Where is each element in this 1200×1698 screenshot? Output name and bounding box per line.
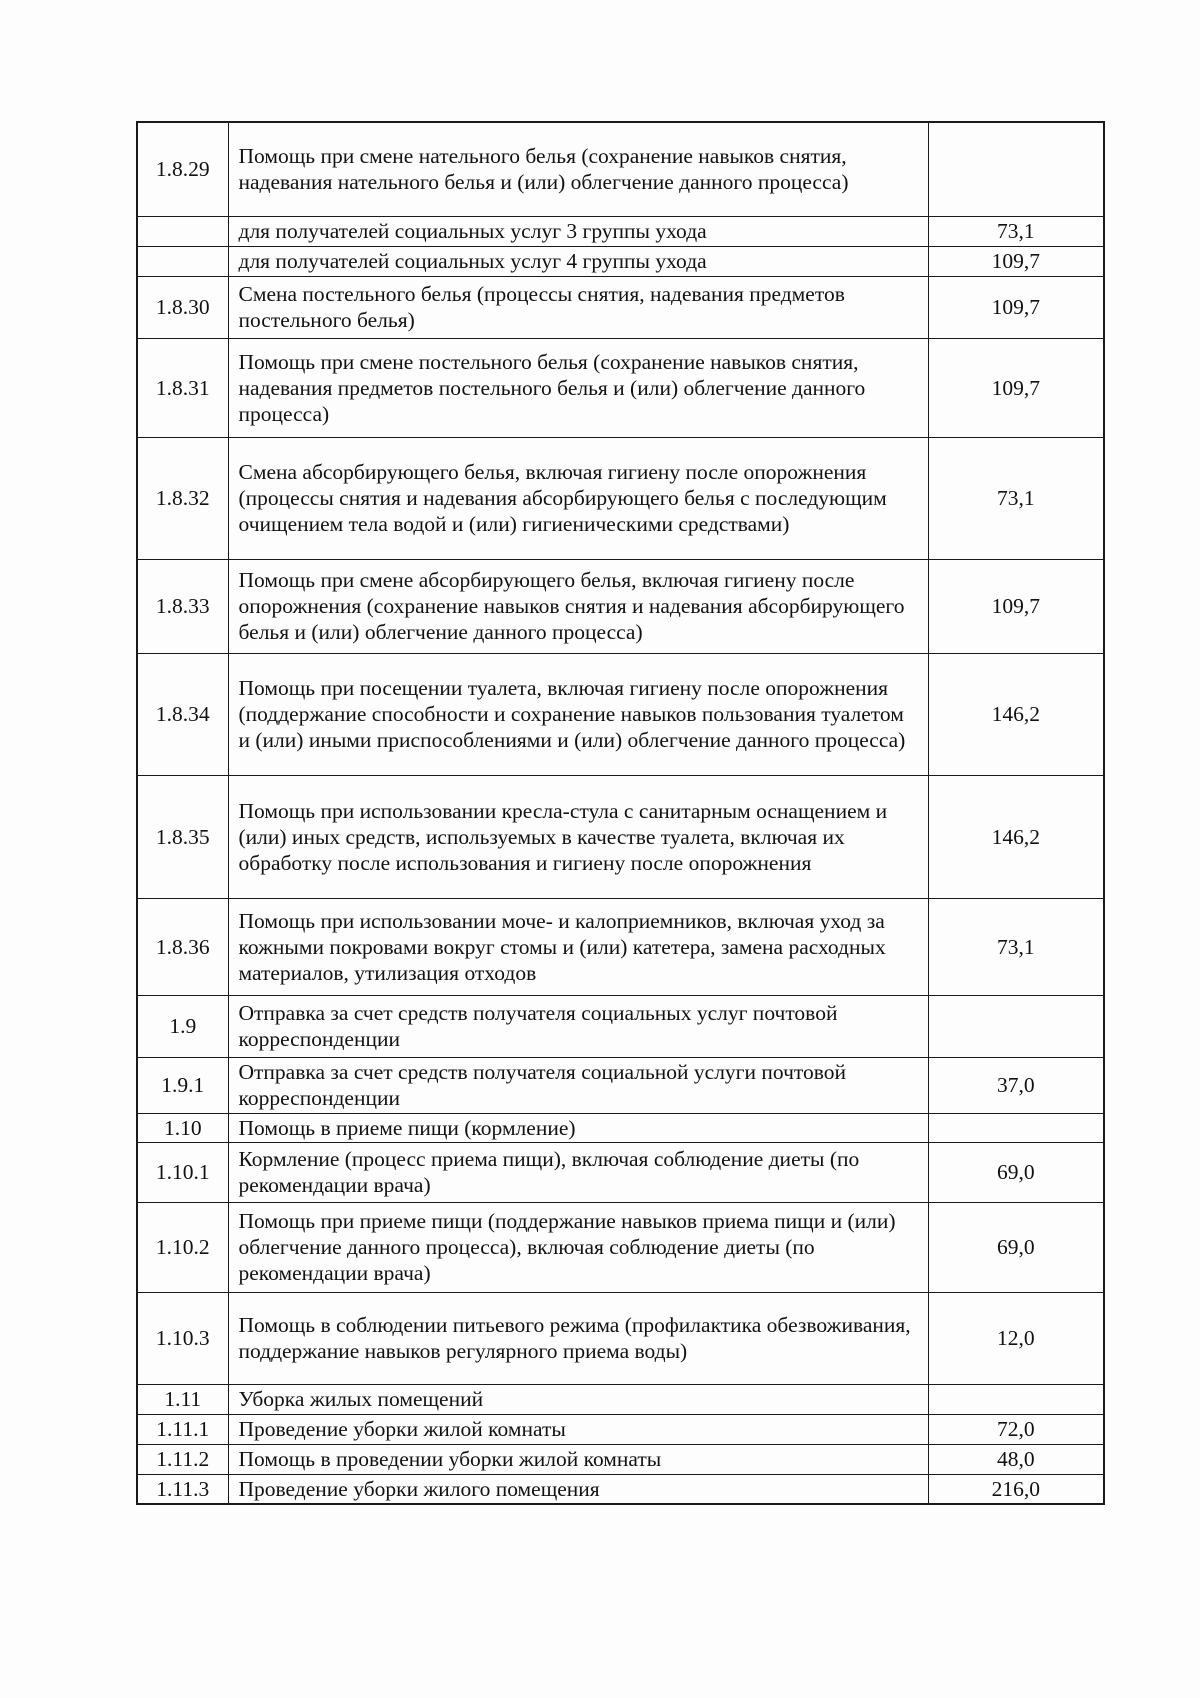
row-price: 146,2 <box>928 653 1104 775</box>
row-price <box>928 1113 1104 1142</box>
row-description: Помощь при приеме пищи (поддержание навыков приема пищи и (или) облегчение данного процесса), включая соблюдение диеты (по рекомендации врача) <box>228 1202 928 1292</box>
row-price: 69,0 <box>928 1142 1104 1202</box>
row-price: 73,1 <box>928 898 1104 995</box>
row-price: 109,7 <box>928 246 1104 276</box>
row-price <box>928 122 1104 216</box>
row-price: 69,0 <box>928 1202 1104 1292</box>
row-code: 1.8.34 <box>137 653 228 775</box>
row-code: 1.11.1 <box>137 1414 228 1444</box>
row-code: 1.9.1 <box>137 1057 228 1113</box>
row-price: 109,7 <box>928 559 1104 653</box>
row-price: 146,2 <box>928 775 1104 898</box>
row-code <box>137 246 228 276</box>
table-row <box>137 1414 1104 1444</box>
row-code: 1.8.36 <box>137 898 228 995</box>
row-code: 1.10.1 <box>137 1142 228 1202</box>
row-description: Отправка за счет средств получателя социальной услуги почтовой корреспонденции <box>228 1057 928 1113</box>
row-description: Помощь при использовании кресла-стула с санитарным оснащением и (или) иных средств, используемых в качестве туалета, включая их обработку после использования и гигиену после опорожнения <box>228 775 928 898</box>
table-row <box>137 1474 1104 1504</box>
table-row <box>137 898 1104 995</box>
row-description: Помощь в приеме пищи (кормление) <box>228 1113 928 1142</box>
row-description: для получателей социальных услуг 4 группы ухода <box>228 246 928 276</box>
row-price: 48,0 <box>928 1444 1104 1474</box>
row-price: 216,0 <box>928 1474 1104 1504</box>
row-description: Помощь при смене нательного белья (сохранение навыков снятия, надевания нательного белья и (или) облегчение данного процесса) <box>228 122 928 216</box>
row-description: Проведение уборки жилого помещения <box>228 1474 928 1504</box>
row-description: Помощь в соблюдении питьевого режима (профилактика обезвоживания, поддержание навыков регулярного приема воды) <box>228 1292 928 1384</box>
table-row <box>137 437 1104 559</box>
row-price <box>928 995 1104 1057</box>
row-description: Проведение уборки жилой комнаты <box>228 1414 928 1444</box>
table-row <box>137 775 1104 898</box>
table-row <box>137 1113 1104 1142</box>
row-code: 1.10 <box>137 1113 228 1142</box>
table-row <box>137 995 1104 1057</box>
row-code: 1.8.30 <box>137 276 228 338</box>
row-price: 73,1 <box>928 437 1104 559</box>
table-row <box>137 1142 1104 1202</box>
row-code: 1.8.33 <box>137 559 228 653</box>
table-row <box>137 1057 1104 1113</box>
services-price-table <box>136 121 1105 1505</box>
table-row <box>137 246 1104 276</box>
table-row <box>137 1384 1104 1414</box>
row-description: Отправка за счет средств получателя социальных услуг почтовой корреспонденции <box>228 995 928 1057</box>
table-row <box>137 559 1104 653</box>
row-description: Кормление (процесс приема пищи), включая соблюдение диеты (по рекомендации врача) <box>228 1142 928 1202</box>
row-description: Помощь при смене абсорбирующего белья, включая гигиену после опорожнения (сохранение навыков снятия и надевания абсорбирующего белья и (или) облегчение данного процесса) <box>228 559 928 653</box>
row-price <box>928 1384 1104 1414</box>
row-code: 1.8.32 <box>137 437 228 559</box>
row-code: 1.8.35 <box>137 775 228 898</box>
table-row <box>137 1444 1104 1474</box>
row-code <box>137 216 228 246</box>
table-row <box>137 1292 1104 1384</box>
table-row <box>137 1202 1104 1292</box>
table-row <box>137 216 1104 246</box>
row-description: Помощь при использовании моче- и калоприемников, включая уход за кожными покровами вокруг стомы и (или) катетера, замена расходных материалов, утилизация отходов <box>228 898 928 995</box>
table-row <box>137 338 1104 437</box>
table-row <box>137 276 1104 338</box>
row-description: Помощь в проведении уборки жилой комнаты <box>228 1444 928 1474</box>
row-price: 37,0 <box>928 1057 1104 1113</box>
row-price: 12,0 <box>928 1292 1104 1384</box>
row-description: Помощь при посещении туалета, включая гигиену после опорожнения (поддержание способности и сохранение навыков пользования туалетом и (или) иными приспособлениями и (или) облегчение данного процесса) <box>228 653 928 775</box>
row-code: 1.11 <box>137 1384 228 1414</box>
row-code: 1.11.2 <box>137 1444 228 1474</box>
row-code: 1.9 <box>137 995 228 1057</box>
row-description: для получателей социальных услуг 3 группы ухода <box>228 216 928 246</box>
row-code: 1.11.3 <box>137 1474 228 1504</box>
row-description: Смена постельного белья (процессы снятия, надевания предметов постельного белья) <box>228 276 928 338</box>
table-row <box>137 122 1104 216</box>
row-description: Уборка жилых помещений <box>228 1384 928 1414</box>
row-price: 109,7 <box>928 276 1104 338</box>
row-price: 109,7 <box>928 338 1104 437</box>
row-code: 1.10.3 <box>137 1292 228 1384</box>
row-description: Смена абсорбирующего белья, включая гигиену после опорожнения (процессы снятия и надевания абсорбирующего белья с последующим очищением тела водой и (или) гигиеническими средствами) <box>228 437 928 559</box>
row-price: 72,0 <box>928 1414 1104 1444</box>
row-code: 1.8.29 <box>137 122 228 216</box>
row-code: 1.8.31 <box>137 338 228 437</box>
table-row <box>137 653 1104 775</box>
row-description: Помощь при смене постельного белья (сохранение навыков снятия, надевания предметов постельного белья и (или) облегчение данного процесса) <box>228 338 928 437</box>
row-code: 1.10.2 <box>137 1202 228 1292</box>
row-price: 73,1 <box>928 216 1104 246</box>
